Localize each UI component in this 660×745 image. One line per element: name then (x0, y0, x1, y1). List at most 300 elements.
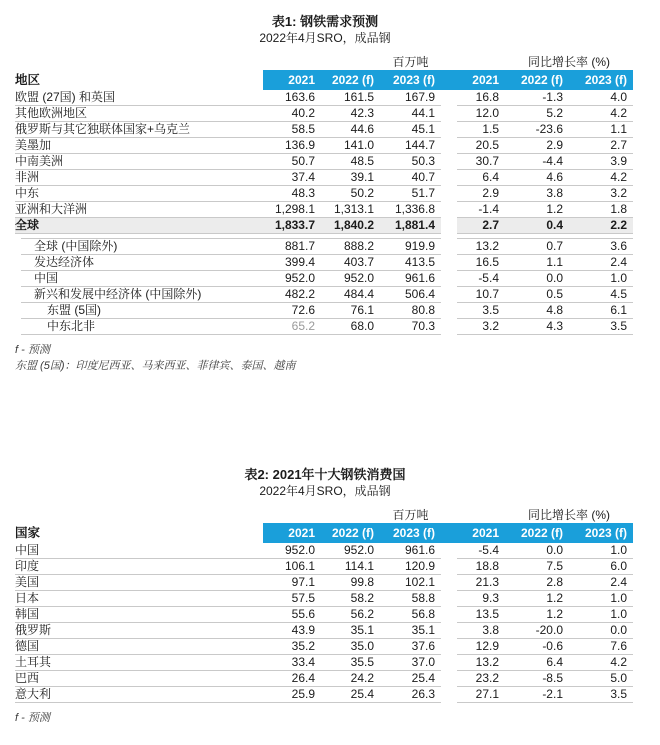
row-left-segment (21, 319, 441, 335)
value-cell: 3.8 (546, 186, 563, 200)
value-cell: 4.2 (610, 106, 627, 120)
value-cell: 4.0 (610, 90, 627, 104)
table-row (15, 271, 635, 287)
row-label: 美墨加 (15, 138, 52, 152)
value-cell: -4.4 (542, 154, 563, 168)
value-cell: -1.4 (478, 202, 499, 216)
value-cell: 1,298.1 (274, 202, 315, 216)
row-label: 中南美洲 (15, 154, 64, 168)
row-left-segment (15, 90, 441, 106)
value-cell: 3.9 (610, 154, 627, 168)
row-label: 韩国 (15, 607, 40, 621)
value-cell: 70.3 (411, 319, 435, 333)
value-cell: 2.7 (482, 218, 499, 232)
row-right-segment (457, 303, 633, 319)
forecast-footnote: f - 预测 (15, 712, 50, 724)
table-row (15, 154, 635, 170)
value-cell: 961.6 (404, 543, 435, 557)
value-cell: 6.1 (610, 303, 627, 317)
value-cell: 413.5 (404, 255, 435, 269)
top-steel-consumers-table-section (15, 467, 635, 726)
value-cell: 4.2 (610, 170, 627, 184)
value-cell: 0.4 (546, 218, 563, 232)
growth-group-label: 同比增长率 (%) (528, 55, 610, 69)
table1-title: 表1: 钢铁需求预测 (271, 14, 379, 29)
row-label: 其他欧洲地区 (15, 106, 88, 120)
row-left-segment (15, 543, 441, 559)
value-cell: 12.0 (475, 106, 499, 120)
table-row (15, 607, 635, 623)
column-group-gap (441, 186, 457, 202)
row-left-segment (15, 607, 441, 623)
row-label: 亚洲和大洋洲 (15, 202, 88, 216)
value-cell: 48.3 (291, 186, 315, 200)
value-cell: 888.2 (343, 239, 374, 253)
value-cell: 2.9 (482, 186, 499, 200)
table-row (15, 623, 635, 639)
group-header-spacer (15, 54, 380, 70)
row-right-segment (457, 559, 633, 575)
row-left-segment (15, 639, 441, 655)
column-header-2023f: 2023 (f) (584, 73, 627, 87)
table-row (15, 170, 635, 186)
value-cell: 39.1 (350, 170, 374, 184)
table2-title: 表2: 2021年十大钢铁消费国 (244, 467, 406, 482)
row-right-segment (457, 122, 633, 138)
row-label: 中国 (34, 271, 59, 285)
value-cell: 58.2 (350, 591, 374, 605)
value-cell: 23.2 (475, 671, 499, 685)
value-cell: 2.4 (610, 255, 627, 269)
row-left-segment (21, 303, 441, 319)
value-cell: 24.2 (350, 671, 374, 685)
value-cell: 1.1 (610, 122, 627, 136)
value-cell: -2.1 (542, 687, 563, 701)
row-left-segment (15, 138, 441, 154)
unit-group-label: 百万吨 (392, 55, 429, 69)
row-label: 新兴和发展中经济体 (中国除外) (34, 287, 202, 301)
table-row (15, 575, 635, 591)
value-cell: 3.5 (610, 687, 627, 701)
value-cell: 37.0 (411, 655, 435, 669)
column-group-gap (441, 170, 457, 186)
row-left-segment (15, 671, 441, 687)
value-cell: 1,840.2 (333, 218, 374, 232)
row-left-segment (15, 687, 441, 703)
value-cell: -0.6 (542, 639, 563, 653)
table-row (15, 591, 635, 607)
table-row (15, 287, 635, 303)
table-row (15, 255, 635, 271)
table-row (15, 687, 635, 703)
row-label: 发达经济体 (34, 255, 95, 269)
value-cell: 0.5 (546, 287, 563, 301)
value-cell: 50.3 (411, 154, 435, 168)
value-cell: 1,336.8 (394, 202, 435, 216)
value-cell: 144.7 (404, 138, 435, 152)
column-header-2021: 2021 (472, 526, 499, 540)
value-cell: 167.9 (404, 90, 435, 104)
value-cell: 2.7 (610, 138, 627, 152)
value-cell: 1.0 (610, 607, 627, 621)
row-label: 日本 (15, 591, 40, 605)
value-cell: 26.3 (411, 687, 435, 701)
value-cell: 16.5 (475, 255, 499, 269)
table-row (15, 319, 635, 335)
value-cell: 35.1 (350, 623, 374, 637)
value-cell: 40.2 (291, 106, 315, 120)
column-header-2022f: 2022 (f) (520, 73, 563, 87)
growth-group-label: 同比增长率 (%) (528, 508, 610, 522)
value-cell: 16.8 (475, 90, 499, 104)
row-right-segment (457, 687, 633, 703)
value-cell: 114.1 (344, 559, 374, 573)
row-right-segment (457, 90, 633, 106)
row-right-segment (457, 186, 633, 202)
asean-footnote: 东盟 (5国)：印度尼西亚、马来西亚、菲律宾、泰国、越南 (15, 360, 296, 372)
value-cell: 0.7 (546, 239, 563, 253)
row-right-segment (457, 623, 633, 639)
value-cell: 399.4 (284, 255, 315, 269)
row-left-segment (21, 271, 441, 287)
value-cell: -5.4 (478, 271, 499, 285)
value-cell: 4.3 (546, 319, 563, 333)
value-cell: 37.6 (411, 639, 435, 653)
value-cell: 952.0 (343, 543, 374, 557)
column-group-gap (441, 607, 457, 623)
column-group-gap (441, 523, 457, 543)
value-cell: 35.5 (350, 655, 374, 669)
value-cell: 68.0 (350, 319, 374, 333)
row-right-segment (457, 287, 633, 303)
value-cell: 2.9 (546, 138, 563, 152)
value-cell: 1.8 (610, 202, 627, 216)
row-left-segment (15, 106, 441, 122)
value-cell: 1.0 (610, 271, 627, 285)
row-right-segment (457, 639, 633, 655)
table2-group-header-row (15, 507, 635, 523)
table1-footnotes (15, 342, 635, 374)
row-label: 俄罗斯与其它独联体国家+乌克兰 (15, 122, 191, 136)
value-cell: -23.6 (535, 122, 563, 136)
table2-column-header-row (15, 523, 635, 543)
column-group-gap (441, 591, 457, 607)
value-cell: 1.2 (546, 607, 563, 621)
row-left-segment (21, 287, 441, 303)
column-group-gap (441, 687, 457, 703)
value-cell: 40.7 (411, 170, 435, 184)
row-label: 中东 (15, 186, 40, 200)
value-cell: 6.4 (546, 655, 563, 669)
row-right-segment (457, 671, 633, 687)
row-right-segment (457, 106, 633, 122)
table-row (15, 106, 635, 122)
column-group-gap (441, 90, 457, 106)
value-cell: 65.2 (291, 319, 315, 333)
column-group-gap (441, 575, 457, 591)
value-cell: 141.0 (343, 138, 374, 152)
value-cell: 161.5 (343, 90, 374, 104)
group-header-spacer (15, 507, 380, 523)
column-group-gap (441, 238, 457, 254)
column-group-gap (441, 54, 457, 70)
value-cell: 7.6 (610, 639, 627, 653)
table-row (15, 122, 635, 138)
value-cell: 1.5 (482, 122, 499, 136)
row-label: 土耳其 (15, 655, 52, 669)
row-right-segment (457, 138, 633, 154)
value-cell: 952.0 (284, 543, 315, 557)
value-cell: 1.0 (610, 543, 627, 557)
row-label: 欧盟 (27国) 和英国 (15, 90, 116, 104)
row-label: 中东北非 (47, 319, 96, 333)
value-cell: 51.7 (411, 186, 435, 200)
table2-column-header-bar (263, 523, 633, 543)
value-cell: 50.7 (291, 154, 315, 168)
value-cell: 4.6 (546, 170, 563, 184)
row-right-segment (457, 607, 633, 623)
value-cell: 35.2 (291, 639, 315, 653)
row-left-segment (21, 238, 441, 255)
row-left-segment (15, 623, 441, 639)
value-cell: 1,881.4 (394, 218, 435, 232)
table1-row-header-label: 地区 (15, 73, 41, 87)
row-right-segment (457, 154, 633, 170)
group-header-spacer (457, 507, 505, 523)
value-cell: 106.1 (284, 559, 315, 573)
row-right-segment (457, 591, 633, 607)
column-group-gap (441, 122, 457, 138)
value-cell: 10.7 (475, 287, 499, 301)
table1-group-header-row (15, 54, 635, 70)
value-cell: 25.9 (291, 687, 315, 701)
value-cell: 55.6 (291, 607, 315, 621)
value-cell: 1,313.1 (333, 202, 374, 216)
column-group-gap (441, 202, 457, 218)
value-cell: -1.3 (542, 90, 563, 104)
value-cell: 919.9 (404, 239, 435, 253)
table-row (15, 238, 635, 255)
column-header-2023f: 2023 (f) (584, 526, 627, 540)
column-group-gap (441, 655, 457, 671)
value-cell: 37.4 (291, 170, 315, 184)
value-cell: 961.6 (404, 271, 435, 285)
row-label: 印度 (15, 559, 40, 573)
row-label: 中国 (15, 543, 40, 557)
value-cell: 1.0 (610, 591, 627, 605)
row-left-segment (15, 559, 441, 575)
table2-row-header-label: 国家 (15, 526, 41, 540)
value-cell: 72.6 (291, 303, 315, 317)
column-header-2021: 2021 (288, 73, 315, 87)
value-cell: 1.2 (546, 202, 563, 216)
column-header-2021: 2021 (472, 73, 499, 87)
row-left-segment (15, 186, 441, 202)
value-cell: 0.0 (546, 543, 563, 557)
value-cell: 50.2 (350, 186, 374, 200)
value-cell: -20.0 (535, 623, 563, 637)
row-label: 东盟 (5国) (47, 303, 102, 317)
row-label: 德国 (15, 639, 40, 653)
value-cell: 3.2 (610, 186, 627, 200)
row-right-segment (457, 319, 633, 335)
value-cell: 1.2 (546, 591, 563, 605)
value-cell: 25.4 (411, 671, 435, 685)
value-cell: 97.1 (291, 575, 315, 589)
table-row (15, 655, 635, 671)
column-header-2022f: 2022 (f) (331, 526, 374, 540)
column-group-gap (441, 106, 457, 122)
row-left-segment (15, 122, 441, 138)
column-group-gap (441, 671, 457, 687)
group-header-spacer (457, 54, 505, 70)
column-group-gap (441, 271, 457, 287)
value-cell: 26.4 (291, 671, 315, 685)
value-cell: 80.8 (411, 303, 435, 317)
value-cell: 58.8 (411, 591, 435, 605)
column-group-gap (441, 507, 457, 523)
row-label: 俄罗斯 (15, 623, 52, 637)
value-cell: 2.8 (546, 575, 563, 589)
column-group-gap (441, 255, 457, 271)
row-label: 意大利 (15, 687, 52, 701)
row-right-segment (457, 202, 633, 218)
row-right-segment (457, 655, 633, 671)
table1-breakdown-rows (15, 238, 635, 335)
column-group-gap (441, 218, 457, 234)
value-cell: 56.2 (350, 607, 374, 621)
value-cell: 5.2 (546, 106, 563, 120)
value-cell: 27.1 (475, 687, 499, 701)
value-cell: 4.5 (610, 287, 627, 301)
value-cell: 76.1 (350, 303, 374, 317)
column-group-gap (441, 543, 457, 559)
value-cell: 2.2 (610, 218, 627, 232)
table-row (15, 138, 635, 154)
column-header-2022f: 2022 (f) (331, 73, 374, 87)
value-cell: 13.5 (475, 607, 499, 621)
value-cell: 9.3 (482, 591, 499, 605)
value-cell: 482.2 (284, 287, 315, 301)
table2-subtitle: 2022年4月SRO，成品钢 (259, 484, 391, 498)
value-cell: 45.1 (411, 122, 435, 136)
value-cell: 3.2 (482, 319, 499, 333)
table-row (15, 303, 635, 319)
value-cell: 58.5 (291, 122, 315, 136)
value-cell: 13.2 (475, 655, 499, 669)
table-row (15, 671, 635, 687)
value-cell: 30.7 (475, 154, 499, 168)
table1-main-rows (15, 90, 635, 234)
column-group-gap (441, 287, 457, 303)
table2-main-rows (15, 543, 635, 703)
row-left-segment (15, 591, 441, 607)
row-left-segment (15, 655, 441, 671)
value-cell: 102.1 (404, 575, 435, 589)
value-cell: 20.5 (475, 138, 499, 152)
value-cell: 33.4 (291, 655, 315, 669)
column-group-gap (441, 70, 457, 90)
row-label: 巴西 (15, 671, 40, 685)
table-row (15, 218, 635, 234)
value-cell: 3.8 (482, 623, 499, 637)
value-cell: 403.7 (343, 255, 374, 269)
value-cell: 506.4 (404, 287, 435, 301)
column-group-gap (441, 303, 457, 319)
value-cell: -8.5 (542, 671, 563, 685)
value-cell: 0.0 (546, 271, 563, 285)
table-row (15, 202, 635, 218)
value-cell: 42.3 (350, 106, 374, 120)
table1-subtitle: 2022年4月SRO，成品钢 (259, 31, 391, 45)
table1-column-header-bar (263, 70, 633, 90)
row-left-segment (15, 575, 441, 591)
table-row (15, 559, 635, 575)
steel-demand-forecast-table-section (15, 0, 635, 374)
value-cell: 952.0 (284, 271, 315, 285)
value-cell: 3.5 (610, 319, 627, 333)
column-header-2023f: 2023 (f) (392, 73, 435, 87)
value-cell: 13.2 (475, 239, 499, 253)
value-cell: 484.4 (343, 287, 374, 301)
value-cell: 35.0 (350, 639, 374, 653)
row-label: 全球 (15, 218, 40, 232)
value-cell: 5.0 (610, 671, 627, 685)
row-label: 非洲 (15, 170, 40, 184)
column-group-gap (441, 319, 457, 335)
table-row (15, 186, 635, 202)
row-right-segment (457, 543, 633, 559)
row-right-segment (457, 170, 633, 186)
value-cell: 21.3 (475, 575, 499, 589)
value-cell: 6.4 (482, 170, 499, 184)
row-left-segment (21, 255, 441, 271)
value-cell: 3.5 (482, 303, 499, 317)
row-right-segment (457, 255, 633, 271)
value-cell: 0.0 (610, 623, 627, 637)
value-cell: 881.7 (284, 239, 315, 253)
value-cell: 4.8 (546, 303, 563, 317)
column-group-gap (441, 154, 457, 170)
value-cell: 99.8 (350, 575, 374, 589)
value-cell: 56.8 (411, 607, 435, 621)
value-cell: 4.2 (610, 655, 627, 669)
column-header-2023f: 2023 (f) (392, 526, 435, 540)
value-cell: 7.5 (546, 559, 563, 573)
table2-footnotes (15, 710, 635, 726)
row-left-segment (15, 218, 441, 234)
value-cell: 44.1 (411, 106, 435, 120)
row-right-segment (457, 271, 633, 287)
row-left-segment (15, 202, 441, 218)
table-row (15, 639, 635, 655)
row-left-segment (15, 154, 441, 170)
value-cell: 120.9 (404, 559, 435, 573)
row-right-segment (457, 575, 633, 591)
column-header-2021: 2021 (288, 526, 315, 540)
value-cell: 18.8 (475, 559, 499, 573)
row-left-segment (15, 170, 441, 186)
table1-column-header-row (15, 70, 635, 90)
value-cell: 136.9 (284, 138, 315, 152)
table-row (15, 543, 635, 559)
value-cell: 25.4 (350, 687, 374, 701)
row-right-segment (457, 238, 633, 255)
value-cell: 57.5 (291, 591, 315, 605)
column-group-gap (441, 138, 457, 154)
value-cell: 43.9 (291, 623, 315, 637)
column-group-gap (441, 623, 457, 639)
